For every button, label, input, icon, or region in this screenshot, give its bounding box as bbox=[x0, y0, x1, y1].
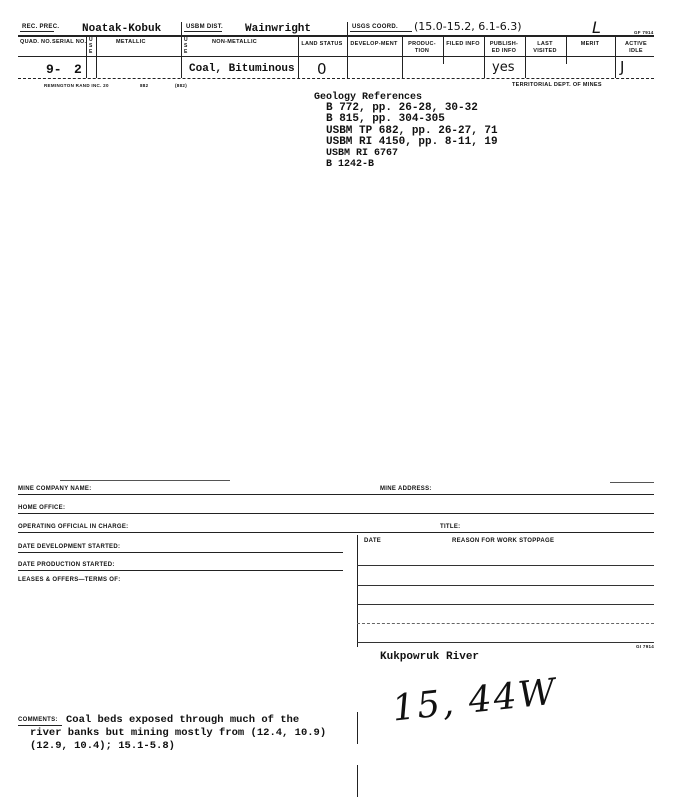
home-office-label: HOME OFFICE: bbox=[18, 505, 66, 511]
divider bbox=[96, 58, 97, 78]
date-production-started-label: DATE PRODUCTION STARTED: bbox=[18, 562, 115, 568]
faint-rule bbox=[610, 482, 654, 483]
printer-line: REMINGTON RAND INC. 20 bbox=[44, 83, 109, 88]
usgs-coord-label: USGS COORD. bbox=[352, 24, 398, 30]
stoppage-row-rule bbox=[357, 604, 654, 605]
divider bbox=[566, 36, 567, 64]
col-active-idle: ACTIVE IDLE bbox=[625, 41, 647, 54]
row-rule bbox=[18, 552, 343, 553]
row-rule bbox=[18, 570, 343, 571]
divider bbox=[525, 58, 526, 78]
form-number: GF 7914 bbox=[634, 30, 654, 35]
ref-3: USBM TP 682, pp. 26-27, 71 bbox=[326, 124, 498, 137]
divider bbox=[484, 58, 485, 78]
row-rule bbox=[18, 532, 654, 533]
stoppage-row-rule bbox=[357, 642, 654, 643]
column-header-rule bbox=[18, 56, 654, 57]
check-mark: L bbox=[592, 18, 601, 37]
date-label: DATE bbox=[364, 538, 382, 544]
divider bbox=[402, 58, 403, 78]
rec-prec-underline bbox=[20, 31, 54, 32]
ref-1: B 772, pp. 26-28, 30-32 bbox=[326, 102, 478, 115]
col-serial-no-text: SERIAL NO. bbox=[52, 39, 87, 45]
ref-5: USBM RI 6767 bbox=[326, 148, 399, 160]
col-serial-no bbox=[52, 39, 87, 46]
col-land-status: LAND STATUS bbox=[301, 41, 343, 47]
col-development: DEVELOP-MENT bbox=[350, 41, 398, 47]
col-production: PRODUC-TION bbox=[408, 41, 436, 54]
comments-underline bbox=[18, 725, 62, 726]
published-info-value: yes bbox=[492, 60, 515, 75]
printer-code: 882 bbox=[140, 83, 149, 88]
col-non-metallic: NON-METALLIC bbox=[212, 39, 258, 45]
usgs-coord-underline bbox=[350, 31, 412, 32]
ref-4: USBM RI 4150, pp. 8-11, 19 bbox=[326, 135, 498, 148]
agency-name: TERRITORIAL DEPT. OF MINES bbox=[512, 82, 602, 88]
col-metallic: METALLIC bbox=[116, 39, 146, 45]
date-development-started-label: DATE DEVELOPMENT STARTED: bbox=[18, 544, 121, 550]
divider bbox=[181, 58, 182, 78]
comment-line-3: (12.9, 10.4); 15.1-5.8) bbox=[30, 740, 175, 752]
col-last-visited: LAST VISITED bbox=[533, 41, 557, 54]
col-published-info: PUBLISH-ED INFO bbox=[489, 41, 519, 54]
ref-2: B 815, pp. 304-305 bbox=[326, 113, 445, 126]
printer-code-2: (882) bbox=[175, 83, 188, 88]
geology-title: Geology References bbox=[314, 92, 423, 103]
row-rule bbox=[18, 494, 654, 495]
col-metallic-use: U S E bbox=[89, 37, 93, 55]
divider bbox=[347, 22, 348, 35]
operating-official-label: OPERATING OFFICIAL IN CHARGE: bbox=[18, 524, 129, 530]
divider bbox=[298, 58, 299, 78]
col-quad-no-text: QUAD. NO. bbox=[20, 39, 52, 45]
comment-line-1: Coal beds exposed through much of the bbox=[66, 714, 300, 726]
location-name: Kukpowruk River bbox=[380, 651, 480, 663]
serial-no-value: 2 bbox=[74, 62, 82, 77]
divider bbox=[443, 36, 444, 64]
divider bbox=[615, 58, 616, 78]
mine-address-label: MINE ADDRESS: bbox=[380, 486, 432, 492]
usbm-dist-underline bbox=[184, 31, 222, 32]
divider bbox=[86, 58, 87, 78]
quad-no-value: 9- bbox=[46, 62, 62, 77]
rec-prec-label: REC. PREC. bbox=[22, 24, 60, 30]
leases-offers-label: LEASES & OFFERS—TERMS OF: bbox=[18, 577, 121, 583]
ref-6: B 1242-B bbox=[326, 159, 375, 171]
col-non-metallic-use: U S E bbox=[184, 37, 188, 55]
stoppage-row-rule bbox=[357, 565, 654, 566]
col-filed-info: FILED INFO bbox=[446, 41, 480, 47]
handwritten-coordinates: 15, 44W bbox=[390, 671, 560, 730]
form-number-2: GI 7914 bbox=[636, 644, 655, 649]
rec-prec-value: Noatak-Kobuk bbox=[82, 23, 162, 35]
stoppage-row-rule bbox=[357, 623, 654, 624]
values-rule bbox=[18, 78, 654, 79]
divider bbox=[347, 58, 348, 78]
land-status-value: 0 bbox=[317, 60, 327, 78]
geology-references bbox=[314, 92, 498, 170]
non-metallic-value: Coal, Bituminous bbox=[189, 63, 295, 75]
mine-company-name-label: MINE COMPANY NAME: bbox=[18, 486, 92, 492]
col-merit: MERIT bbox=[580, 41, 600, 47]
usbm-dist-label: USBM DIST. bbox=[186, 24, 224, 30]
faint-rule bbox=[60, 480, 230, 481]
active-idle-value: J bbox=[620, 58, 625, 76]
divider bbox=[181, 22, 182, 35]
usgs-coord-value: (15.0-15.2, 6.1-6.3) bbox=[414, 20, 522, 33]
divider bbox=[357, 765, 358, 797]
reason-label: REASON FOR WORK STOPPAGE bbox=[452, 538, 555, 544]
comment-line-2: river banks but mining mostly from (12.4, 10.9) bbox=[30, 727, 327, 739]
comments-label: COMMENTS: bbox=[18, 717, 58, 723]
divider bbox=[357, 712, 358, 744]
header-rule bbox=[18, 35, 654, 37]
stoppage-row-rule bbox=[357, 585, 654, 586]
row-rule bbox=[18, 513, 654, 514]
col-quad-no bbox=[20, 39, 50, 46]
title-label: TITLE: bbox=[440, 524, 461, 530]
divider bbox=[357, 535, 358, 647]
usbm-dist-value: Wainwright bbox=[245, 23, 312, 35]
